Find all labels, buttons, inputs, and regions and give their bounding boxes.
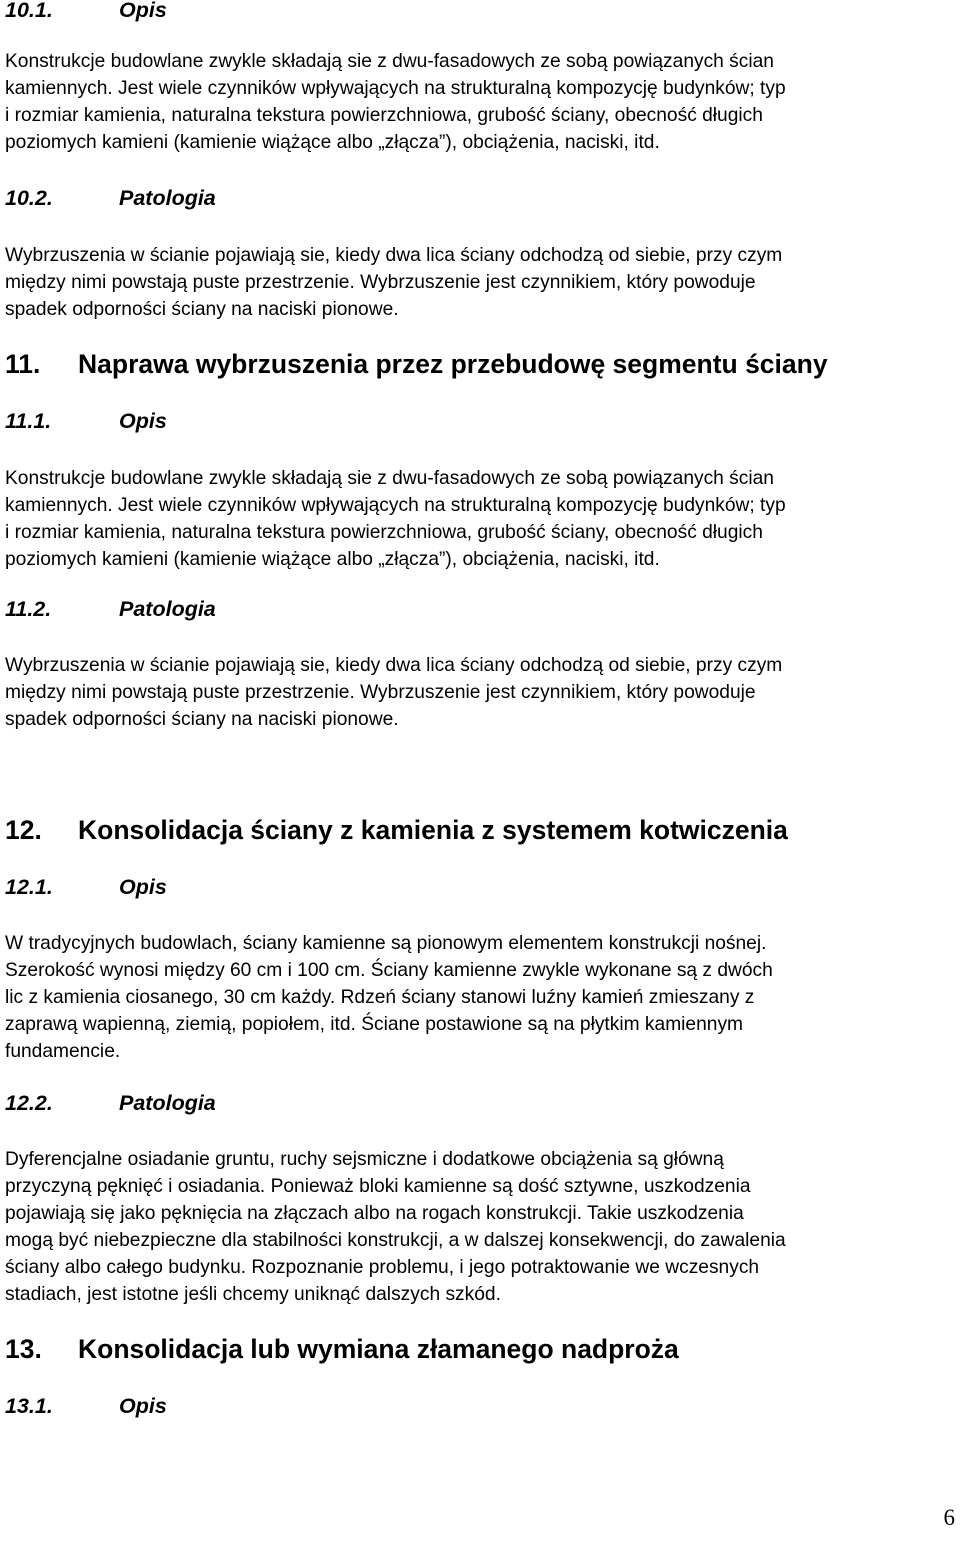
text-line: poziomych kamieni (kamienie wiążące albo „złącza”), obciążenia, naciski, itd.: [5, 549, 660, 570]
page-number: 6: [943, 1505, 955, 1530]
text-line: lic z kamienia ciosanego, 30 cm każdy. Rdzeń ściany stanowi luźny kamień zmieszany z: [5, 987, 755, 1008]
section-title: Patologia: [119, 186, 216, 210]
text-line: przyczyną pęknięć i osiadania. Ponieważ bloki kamienne są dość sztywne, uszkodzenia: [5, 1176, 751, 1197]
text-line: Konstrukcje budowlane zwykle składają sie z dwu-fasadowych ze sobą powiązanych ścian: [5, 468, 774, 489]
section-number: 11.1.: [5, 409, 52, 433]
section-10-2-heading: [5, 185, 955, 212]
section-number: 12.2.: [5, 1091, 53, 1115]
section-12-1-heading: [5, 874, 955, 901]
text-line: między nimi powstają puste przestrzenie. Wybrzuszenie jest czynnikiem, który powoduje: [5, 272, 756, 293]
text-line: Szerokość wynosi między 60 cm i 100 cm. Ściany kamienne zwykle wykonane są z dwóch: [5, 960, 773, 981]
paragraph-11-1: [5, 465, 955, 573]
section-title: Opis: [119, 0, 167, 22]
section-11-2-heading: [5, 596, 955, 623]
chapter-number: 12.: [5, 815, 42, 845]
section-title: Opis: [119, 875, 167, 899]
text-line: fundamencie.: [5, 1041, 121, 1062]
section-12-2-heading: [5, 1090, 955, 1117]
chapter-11-heading: [5, 347, 955, 381]
text-line: Wybrzuszenia w ścianie pojawiają sie, kiedy dwa lica ściany odchodzą od siebie, przy czym: [5, 655, 783, 676]
section-title: Opis: [119, 1394, 167, 1418]
paragraph-11-2: [5, 652, 955, 733]
text-line: i rozmiar kamienia, naturalna tekstura powierzchniowa, grubość ściany, obecność długich: [5, 522, 763, 543]
text-line: zaprawą wapienną, ziemią, popiołem, itd. Ściane postawione są na płytkim kamiennym: [5, 1014, 744, 1035]
section-number: 10.1.: [5, 0, 53, 22]
section-number: 12.1.: [5, 875, 53, 899]
text-line: stadiach, jest istotne jeśli chcemy uniknąć dalszych szkód.: [5, 1284, 501, 1305]
text-line: między nimi powstają puste przestrzenie. Wybrzuszenie jest czynnikiem, który powoduje: [5, 682, 756, 703]
chapter-12-heading: [5, 813, 955, 847]
text-line: i rozmiar kamienia, naturalna tekstura powierzchniowa, grubość ściany, obecność długich: [5, 105, 763, 126]
section-title: Patologia: [119, 597, 216, 621]
paragraph-12-1: [5, 930, 955, 1065]
text-line: W tradycyjnych budowlach, ściany kamienne są pionowym elementem konstrukcji nośnej.: [5, 933, 767, 954]
chapter-title: Naprawa wybrzuszenia przez przebudowę segmentu ściany: [78, 349, 828, 379]
section-number: 11.2.: [5, 597, 52, 621]
chapter-13-heading: [5, 1332, 955, 1366]
text-line: Wybrzuszenia w ścianie pojawiają sie, kiedy dwa lica ściany odchodzą od siebie, przy czym: [5, 245, 783, 266]
text-line: Dyferencjalne osiadanie gruntu, ruchy sejsmiczne i dodatkowe obciążenia są główną: [5, 1149, 724, 1170]
text-line: poziomych kamieni (kamienie wiążące albo „złącza”), obciążenia, naciski, itd.: [5, 132, 660, 153]
text-line: mogą być niebezpieczne dla stabilności konstrukcji, a w dalszej konsekwencji, do zawalenia: [5, 1230, 786, 1251]
section-number: 13.1.: [5, 1394, 53, 1418]
chapter-title: Konsolidacja lub wymiana złamanego nadproża: [78, 1334, 679, 1364]
text-line: Konstrukcje budowlane zwykle składają sie z dwu-fasadowych ze sobą powiązanych ścian: [5, 51, 774, 72]
section-number: 10.2.: [5, 186, 53, 210]
chapter-number: 13.: [5, 1334, 42, 1364]
section-title: Patologia: [119, 1091, 216, 1115]
paragraph-10-2: [5, 242, 955, 323]
section-11-1-heading: [5, 408, 955, 435]
chapter-title: Konsolidacja ściany z kamienia z systemem kotwiczenia: [78, 815, 788, 845]
text-line: spadek odporności ściany na naciski pionowe.: [5, 709, 399, 730]
text-line: kamiennych. Jest wiele czynników wpływających na strukturalną kompozycję budynków; typ: [5, 78, 786, 99]
text-line: spadek odporności ściany na naciski pionowe.: [5, 299, 399, 320]
paragraph-12-2: [5, 1146, 955, 1308]
section-title: Opis: [119, 409, 167, 433]
text-line: pojawiają się jako pęknięcia na złączach albo na rogach konstrukcji. Takie uszkodzenia: [5, 1203, 744, 1224]
paragraph-10-1: [5, 48, 955, 156]
text-line: kamiennych. Jest wiele czynników wpływających na strukturalną kompozycję budynków; typ: [5, 495, 786, 516]
section-10-1-heading: [5, 0, 955, 24]
text-line: ściany albo całego budynku. Rozpoznanie problemu, i jego potraktowanie we wczesnych: [5, 1257, 760, 1278]
section-13-1-heading: [5, 1393, 955, 1420]
chapter-number: 11.: [5, 349, 41, 379]
